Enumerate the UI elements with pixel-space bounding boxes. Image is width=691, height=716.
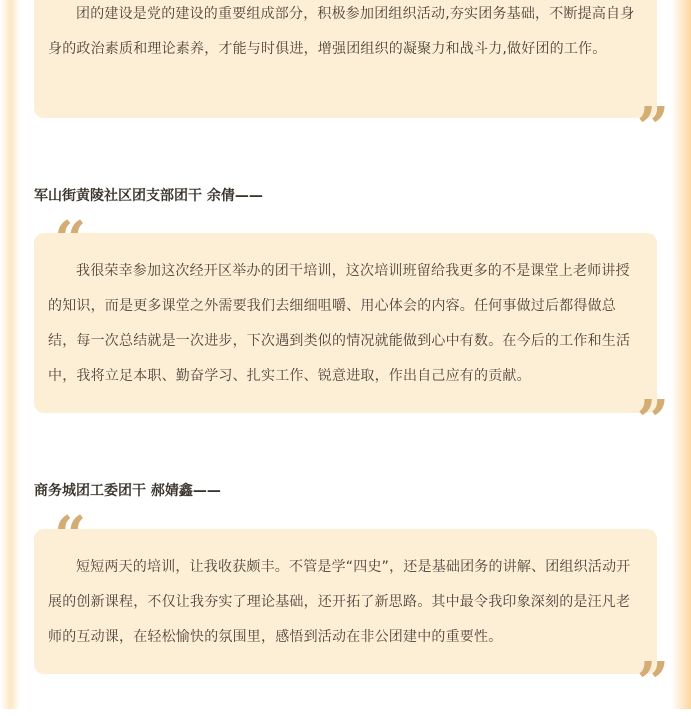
left-decorative-stripe bbox=[0, 0, 20, 709]
quote-box-3 bbox=[34, 529, 657, 674]
closing-quote-icon-1: ” bbox=[636, 95, 669, 161]
quote-box-1 bbox=[34, 0, 657, 118]
closing-quote-icon-2: ” bbox=[636, 388, 669, 454]
right-decorative-stripe bbox=[671, 0, 691, 709]
closing-quote-icon-3: ” bbox=[636, 650, 669, 716]
speaker-heading-2: 军山街黄陵社区团支部团干 余倩—— bbox=[34, 188, 263, 204]
quote-text-1: 团的建设是党的建设的重要组成部分，积极参加团组织活动,夯实团务基础，不断提高自身身的政治素质和理论素养，才能与时俱进，增强团组织的凝聚力和战斗力,做好团的工作。 bbox=[48, 6, 635, 57]
quote-box-2 bbox=[34, 233, 657, 413]
quote-text-3: 短短两天的培训，让我收获颇丰。不管是学“四史”，还是基础团务的讲解、团组织活动开展的创新课程，不仅让我夯实了理论基础，还开拓了新思路。其中最令我印象深刻的是汪凡老师的互动课，在轻松愉快的氛围里，感悟到活动在非公团建中的重要性。 bbox=[48, 559, 631, 645]
quote-text-2: 我很荣幸参加这次经开区举办的团干培训，这次培训班留给我更多的不是课堂上老师讲授的知识，而是更多课堂之外需要我们去细细咀嚼、用心体会的内容。任何事做过后都得做总结，每一次总结就是一次进步，下次遇到类似的情况就能做到心中有数。在今后的工作和生活中，我将立足本职、勤奋学习、扎实工作、锐意进取，作出自己应有的贡献。 bbox=[48, 263, 631, 384]
speaker-heading-3: 商务城团工委团干 郝婧鑫—— bbox=[34, 483, 221, 499]
